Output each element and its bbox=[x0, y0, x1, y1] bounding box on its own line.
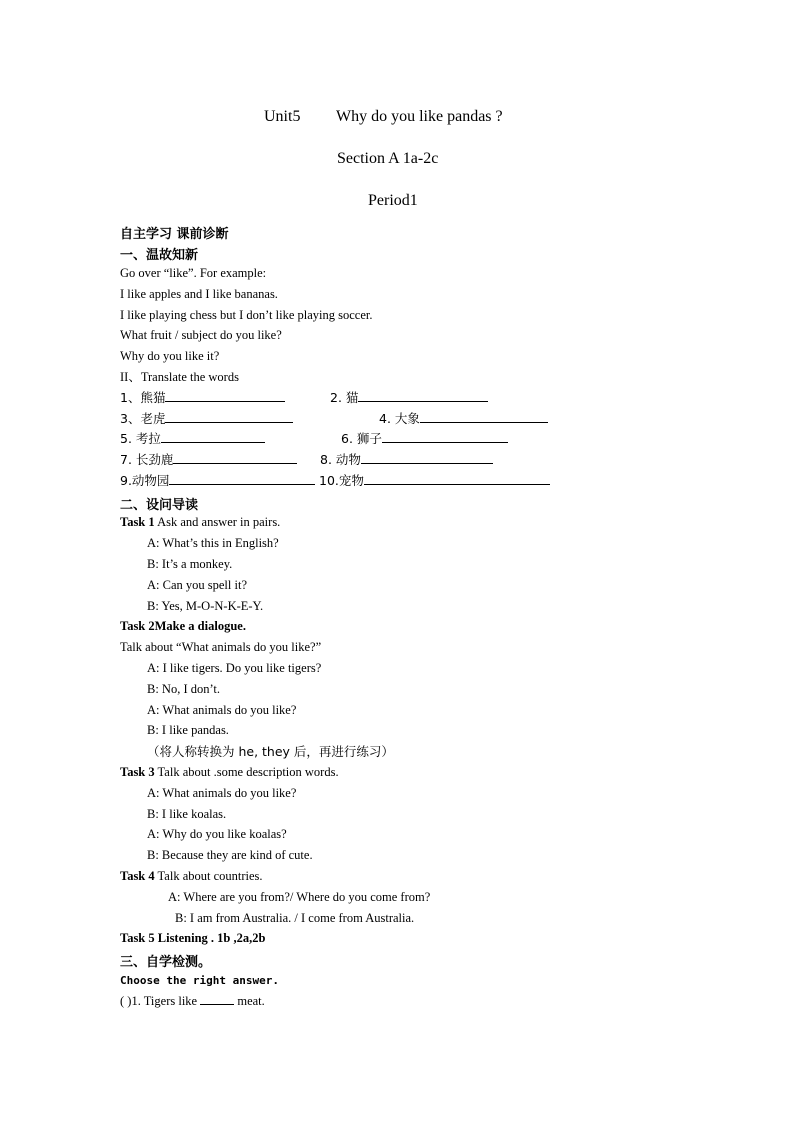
answer-blank[interactable] bbox=[200, 993, 234, 1005]
word-label: 10.宠物 bbox=[319, 473, 364, 488]
answer-blank[interactable] bbox=[173, 452, 297, 464]
dialogue-line: A: What animals do you like? bbox=[147, 703, 297, 717]
dialogue-line: B: I like koalas. bbox=[147, 807, 227, 821]
dialogue-line: B: Yes, M-O-N-K-E-Y. bbox=[147, 599, 264, 613]
dialogue-line: B: Because they are kind of cute. bbox=[147, 848, 313, 862]
word-label: 3、老虎 bbox=[120, 411, 166, 426]
word-item bbox=[320, 452, 493, 468]
task4-label: Task 4 bbox=[120, 869, 155, 883]
dialogue-line: A: Where are you from?/ Where do you come from? bbox=[168, 890, 431, 904]
part1-line: What fruit / subject do you like? bbox=[120, 328, 282, 342]
task3-line bbox=[120, 764, 339, 780]
translate-heading: II、Translate the words bbox=[120, 370, 239, 384]
part1-line: Why do you like it? bbox=[120, 349, 220, 363]
part1-line: Go over “like”. For example: bbox=[120, 266, 267, 280]
dialogue-line: A: Can you spell it? bbox=[147, 578, 247, 592]
part3-heading: 三、自学检测。 bbox=[120, 955, 212, 970]
task3-label: Task 3 bbox=[120, 765, 155, 779]
answer-blank[interactable] bbox=[161, 431, 265, 443]
word-item bbox=[319, 473, 550, 489]
dialogue-line: B: No, I don’t. bbox=[147, 682, 221, 696]
word-item bbox=[341, 431, 508, 447]
self-study-heading: 自主学习 课前诊断 bbox=[120, 227, 229, 242]
task2-note: （将人称转换为 he, they 后，再进行练习） bbox=[147, 744, 394, 759]
part1-heading: 一、温故知新 bbox=[120, 248, 199, 263]
answer-blank[interactable] bbox=[165, 390, 285, 402]
answer-blank[interactable] bbox=[364, 473, 550, 485]
task3-text: Talk about .some description words. bbox=[154, 765, 339, 779]
word-label: 9.动物园 bbox=[120, 473, 170, 488]
word-label: 4. 大象 bbox=[379, 411, 420, 426]
task2-intro: Talk about “What animals do you like?” bbox=[120, 640, 322, 654]
dialogue-line: B: I like pandas. bbox=[147, 723, 229, 737]
dialogue-line: A: Why do you like koalas? bbox=[147, 827, 287, 841]
question-1-suffix: meat. bbox=[234, 994, 265, 1008]
unit-label: Unit5 bbox=[264, 108, 301, 125]
part3-instruction: Choose the right answer. bbox=[120, 974, 279, 987]
word-item bbox=[379, 411, 548, 427]
part1-line: I like apples and I like bananas. bbox=[120, 287, 278, 301]
dialogue-line: A: I like tigers. Do you like tigers? bbox=[147, 661, 322, 675]
word-label: 8. 动物 bbox=[320, 452, 361, 467]
task4-text: Talk about countries. bbox=[154, 869, 263, 883]
word-label: 6. 狮子 bbox=[341, 431, 382, 446]
part2-heading: 二、设问导读 bbox=[120, 498, 199, 513]
word-label: 5. 考拉 bbox=[120, 431, 161, 446]
word-label: 1、熊猫 bbox=[120, 390, 166, 405]
task1-label: Task 1 bbox=[120, 515, 155, 529]
word-label: 7. 长劲鹿 bbox=[120, 452, 174, 467]
answer-blank[interactable] bbox=[165, 411, 293, 423]
dialogue-line: B: I am from Australia. / I come from Australia. bbox=[175, 911, 415, 925]
task1-text: Ask and answer in pairs. bbox=[154, 515, 281, 529]
question-1-prefix: ( )1. Tigers like bbox=[120, 994, 201, 1008]
answer-blank[interactable] bbox=[361, 452, 493, 464]
task1-line bbox=[120, 514, 280, 530]
dialogue-line: A: What animals do you like? bbox=[147, 786, 297, 800]
part1-line: I like playing chess but I don’t like playing soccer. bbox=[120, 308, 373, 322]
answer-blank[interactable] bbox=[358, 390, 488, 402]
word-item bbox=[120, 390, 285, 406]
word-item bbox=[120, 411, 293, 427]
question-1 bbox=[120, 993, 265, 1009]
dialogue-line: B: It’s a monkey. bbox=[147, 557, 233, 571]
unit-question: Why do you like pandas ? bbox=[336, 108, 503, 125]
word-item bbox=[330, 390, 488, 406]
word-label: 2. 猫 bbox=[330, 390, 359, 405]
task2-label: Task 2Make a dialogue. bbox=[120, 619, 246, 633]
word-item bbox=[120, 452, 297, 468]
answer-blank[interactable] bbox=[382, 431, 508, 443]
answer-blank[interactable] bbox=[420, 411, 548, 423]
section-title: Section A 1a-2c bbox=[337, 150, 439, 167]
word-item bbox=[120, 431, 265, 447]
task4-line bbox=[120, 868, 263, 884]
dialogue-line: A: What’s this in English? bbox=[147, 536, 279, 550]
period-title: Period1 bbox=[368, 192, 418, 209]
task5-label: Task 5 Listening . 1b ,2a,2b bbox=[120, 931, 266, 945]
answer-blank[interactable] bbox=[169, 473, 315, 485]
word-item bbox=[120, 473, 315, 489]
